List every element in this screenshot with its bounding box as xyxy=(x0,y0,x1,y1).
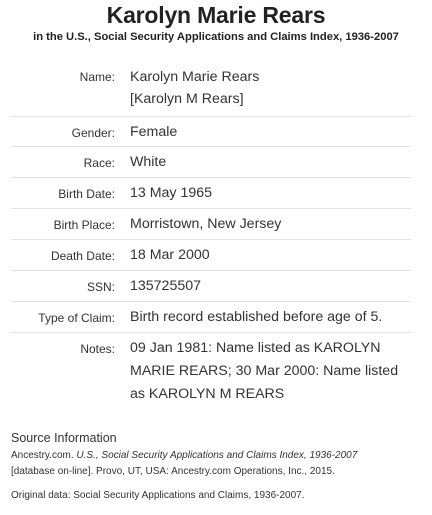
gender-value: Female xyxy=(130,124,178,140)
birth-date-value: 13 May 1965 xyxy=(130,185,213,201)
field-row-birth-place xyxy=(11,209,411,240)
claim-type-value: Birth record established before age of 5. xyxy=(130,309,383,325)
field-row-notes xyxy=(11,333,411,405)
notes-line: MARIE REARS; 30 Mar 2000: Name listed xyxy=(130,363,399,379)
source-information xyxy=(11,430,423,504)
field-row-gender xyxy=(11,117,411,147)
death-date-value: 18 Mar 2000 xyxy=(130,247,210,263)
notes-value xyxy=(121,333,411,405)
citation-suffix: [database on-line]. Provo, UT, USA: Ancestry.com Operations, Inc., 2015. xyxy=(11,466,335,477)
collection-subtitle: in the U.S., Social Security Applications and Claims Index, 1936-2007 xyxy=(33,31,399,43)
source-title: Source Information xyxy=(11,431,117,445)
ssn-value: 135725507 xyxy=(130,278,202,294)
original-data: Original data: Social Security Applications and Claims, 1936-2007. xyxy=(11,490,305,501)
field-label: Race: xyxy=(83,156,115,170)
notes-line: as KAROLYN M REARS xyxy=(130,386,285,402)
field-label: Birth Place: xyxy=(53,218,115,232)
person-name-title: Karolyn Marie Rears xyxy=(106,2,326,28)
field-label: Notes: xyxy=(80,342,115,356)
field-label: Birth Date: xyxy=(58,187,115,201)
field-row-race xyxy=(11,147,411,178)
record-fields xyxy=(11,58,411,405)
field-row-birth-date xyxy=(11,178,411,209)
name-alternate: [Karolyn M Rears] xyxy=(130,91,244,107)
field-label: Type of Claim: xyxy=(38,311,115,325)
citation-collection-title: U.S., Social Security Applications and Claims Index, 1936-2007 xyxy=(76,450,358,461)
field-label: Death Date: xyxy=(50,249,115,263)
source-citation xyxy=(11,448,423,480)
field-row-name xyxy=(11,58,411,117)
field-label: Gender: xyxy=(71,126,115,140)
notes-line: 09 Jan 1981: Name listed as KAROLYN xyxy=(130,340,381,356)
record-header xyxy=(0,0,432,44)
field-label: SSN: xyxy=(86,280,115,294)
name-value: Karolyn Marie Rears xyxy=(130,69,260,85)
field-row-claim-type xyxy=(11,302,411,333)
field-row-death-date xyxy=(11,240,411,271)
birth-place-value: Morristown, New Jersey xyxy=(130,216,282,232)
citation-prefix: Ancestry.com. xyxy=(11,450,74,461)
field-value xyxy=(121,58,411,116)
field-label: Name: xyxy=(79,70,115,84)
race-value: White xyxy=(130,154,167,170)
field-row-ssn xyxy=(11,271,411,302)
